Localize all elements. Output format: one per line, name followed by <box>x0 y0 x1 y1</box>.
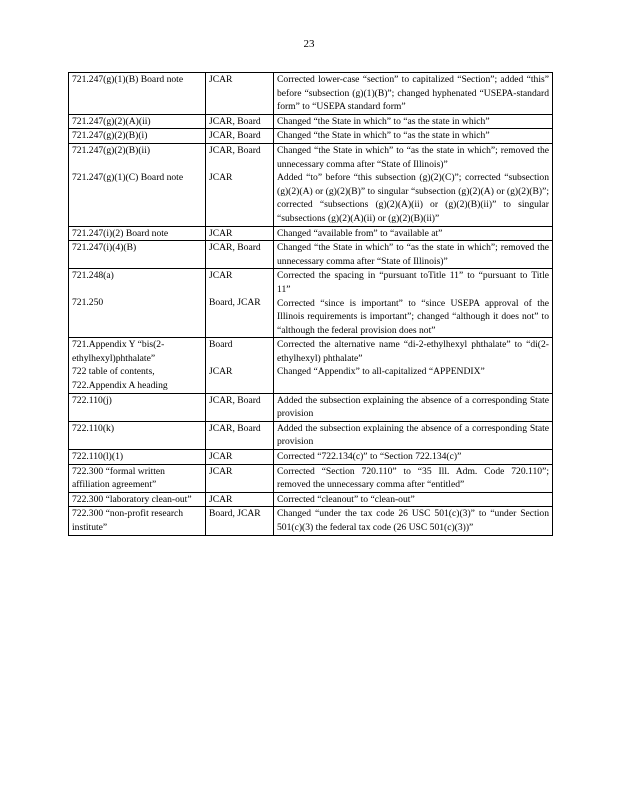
section-text: 721.250 <box>72 296 104 308</box>
description-cell: Corrected “cleanout” to “clean-out” <box>274 492 553 507</box>
source-cell: JCAR, Board <box>206 241 274 269</box>
section-cell: 722.110(k) <box>69 421 206 449</box>
description-text: Changed “Appendix” to all-capitalized “APPENDIX” <box>277 366 485 378</box>
table-row <box>69 450 553 465</box>
table-row <box>69 269 553 338</box>
section-text: 721.Appendix Y “bis(2-ethylhexyl)phthalate” <box>72 339 165 364</box>
description-cell: Corrected “722.134(c)” to “Section 722.134(c)” <box>274 450 553 465</box>
section-cell: 722.300 “laboratory clean-out” <box>69 492 206 507</box>
section-cell: 721.247(g)(2)(A)(ii) <box>69 114 206 129</box>
source-cell: JCAR, Board <box>206 114 274 129</box>
page-number: 23 <box>303 38 315 50</box>
description-cell: Changed “available from” to “available at” <box>274 226 553 241</box>
section-cell: 721.247(g)(1)(B) Board note <box>69 73 206 115</box>
section-text: 721.248(a) <box>72 270 114 282</box>
spacer <box>209 158 270 171</box>
section-text: 722 table of contents, 722.Appendix A heading <box>72 366 168 392</box>
changes-table <box>68 72 553 536</box>
source-cell: JCAR <box>206 464 274 492</box>
source-cell: JCAR, Board <box>206 421 274 449</box>
table-row <box>69 129 553 144</box>
spacer <box>72 283 202 296</box>
source-cell: Board, JCAR <box>206 507 274 535</box>
table-row <box>69 393 553 421</box>
description-cell: Corrected “Section 720.110” to “35 Ill. Adm. Code 720.110”; removed the unnecessary comma after “entitled” <box>274 464 553 492</box>
section-cell <box>69 269 206 338</box>
table-row <box>69 143 553 226</box>
description-text: Added “to” before “this subsection (g)(2)(C)”; corrected “subsection (g)(2)(A) or (g)(2)(B)” to singular “subsection (g)(2)(A) or (g)(2)(B)”; corrected “subsections (g)(2)(A)(ii) or (g)(2)(B)(ii)” to singular “subsections (g)(2)(A)(ii) or (g)(2)(B)(ii)” <box>277 172 549 224</box>
source-cell: JCAR, Board <box>206 129 274 144</box>
description-cell <box>274 338 553 393</box>
source-cell: JCAR <box>206 450 274 465</box>
table-row <box>69 114 553 129</box>
description-cell: Added the subsection explaining the absence of a corresponding State provision <box>274 421 553 449</box>
source-cell <box>206 269 274 338</box>
table-row <box>69 421 553 449</box>
source-cell: JCAR, Board <box>206 393 274 421</box>
table-row <box>69 73 553 115</box>
description-cell <box>274 269 553 338</box>
description-text: Changed “the State in which” to “as the state in which”; removed the unnecessary comma after “State of Illinois)” <box>277 144 549 170</box>
source-cell: JCAR <box>206 492 274 507</box>
description-cell: Changed “the State in which” to “as the state in which” <box>274 114 553 129</box>
description-text: Corrected the alternative name “di-2-ethylhexyl phthalate” to “di(2-ethylhexyl) phthalate” <box>277 339 549 364</box>
section-text: 721.247(g)(2)(B)(ii) <box>72 144 151 156</box>
spacer <box>209 283 270 296</box>
description-text: Corrected “since is important” to “since USEPA approval of the Illinois requirements is important”; changed “although it does not” to “although the federal provision does not” <box>277 297 549 336</box>
section-cell: 721.247(i)(4)(B) <box>69 241 206 269</box>
description-cell: Changed “the State in which” to “as the state in which” <box>274 129 553 144</box>
source-text: JCAR, Board <box>209 144 261 156</box>
section-cell: 722.110(l)(1) <box>69 450 206 465</box>
source-cell: JCAR <box>206 226 274 241</box>
section-cell: 721.247(i)(2) Board note <box>69 226 206 241</box>
source-cell <box>206 338 274 393</box>
description-cell: Corrected lower-case “section” to capitalized “Section”; added “this” before “subsection (g)(1)(B)”; changed hyphenated “USEPA-standard form” to “USEPA standard form” <box>274 73 553 115</box>
source-text: JCAR <box>209 270 233 282</box>
source-text: Board, JCAR <box>209 296 261 308</box>
section-cell <box>69 143 206 226</box>
source-text: JCAR <box>209 171 233 183</box>
spacer <box>209 352 270 365</box>
source-text: JCAR <box>209 365 233 377</box>
source-text: Board <box>209 339 233 351</box>
section-cell: 722.300 “non-profit research institute” <box>69 507 206 535</box>
description-cell: Changed “under the tax code 26 USC 501(c)(3)” to “under Section 501(c)(3) the federal tax code (26 USC 501(c)(3))” <box>274 507 553 535</box>
section-cell <box>69 338 206 393</box>
section-cell: 721.247(g)(2)(B)(i) <box>69 129 206 144</box>
table-row <box>69 492 553 507</box>
description-cell <box>274 143 553 226</box>
description-text: Corrected the spacing in “pursuant toTitle 11” to “pursuant to Title 11” <box>277 270 549 295</box>
section-cell: 722.110(j) <box>69 393 206 421</box>
section-text: 721.247(g)(1)(C) Board note <box>72 171 184 183</box>
table-row <box>69 507 553 535</box>
spacer <box>72 158 202 171</box>
table-row <box>69 241 553 269</box>
source-cell: JCAR <box>206 73 274 115</box>
description-cell: Changed “the State in which” to “as the state in which”; removed the unnecessary comma after “State of Illinois)” <box>274 241 553 269</box>
section-cell: 722.300 “formal written affiliation agreement” <box>69 464 206 492</box>
table-row <box>69 338 553 393</box>
source-cell <box>206 143 274 226</box>
description-cell: Added the subsection explaining the absence of a corresponding State provision <box>274 393 553 421</box>
table-row <box>69 464 553 492</box>
table-row <box>69 226 553 241</box>
